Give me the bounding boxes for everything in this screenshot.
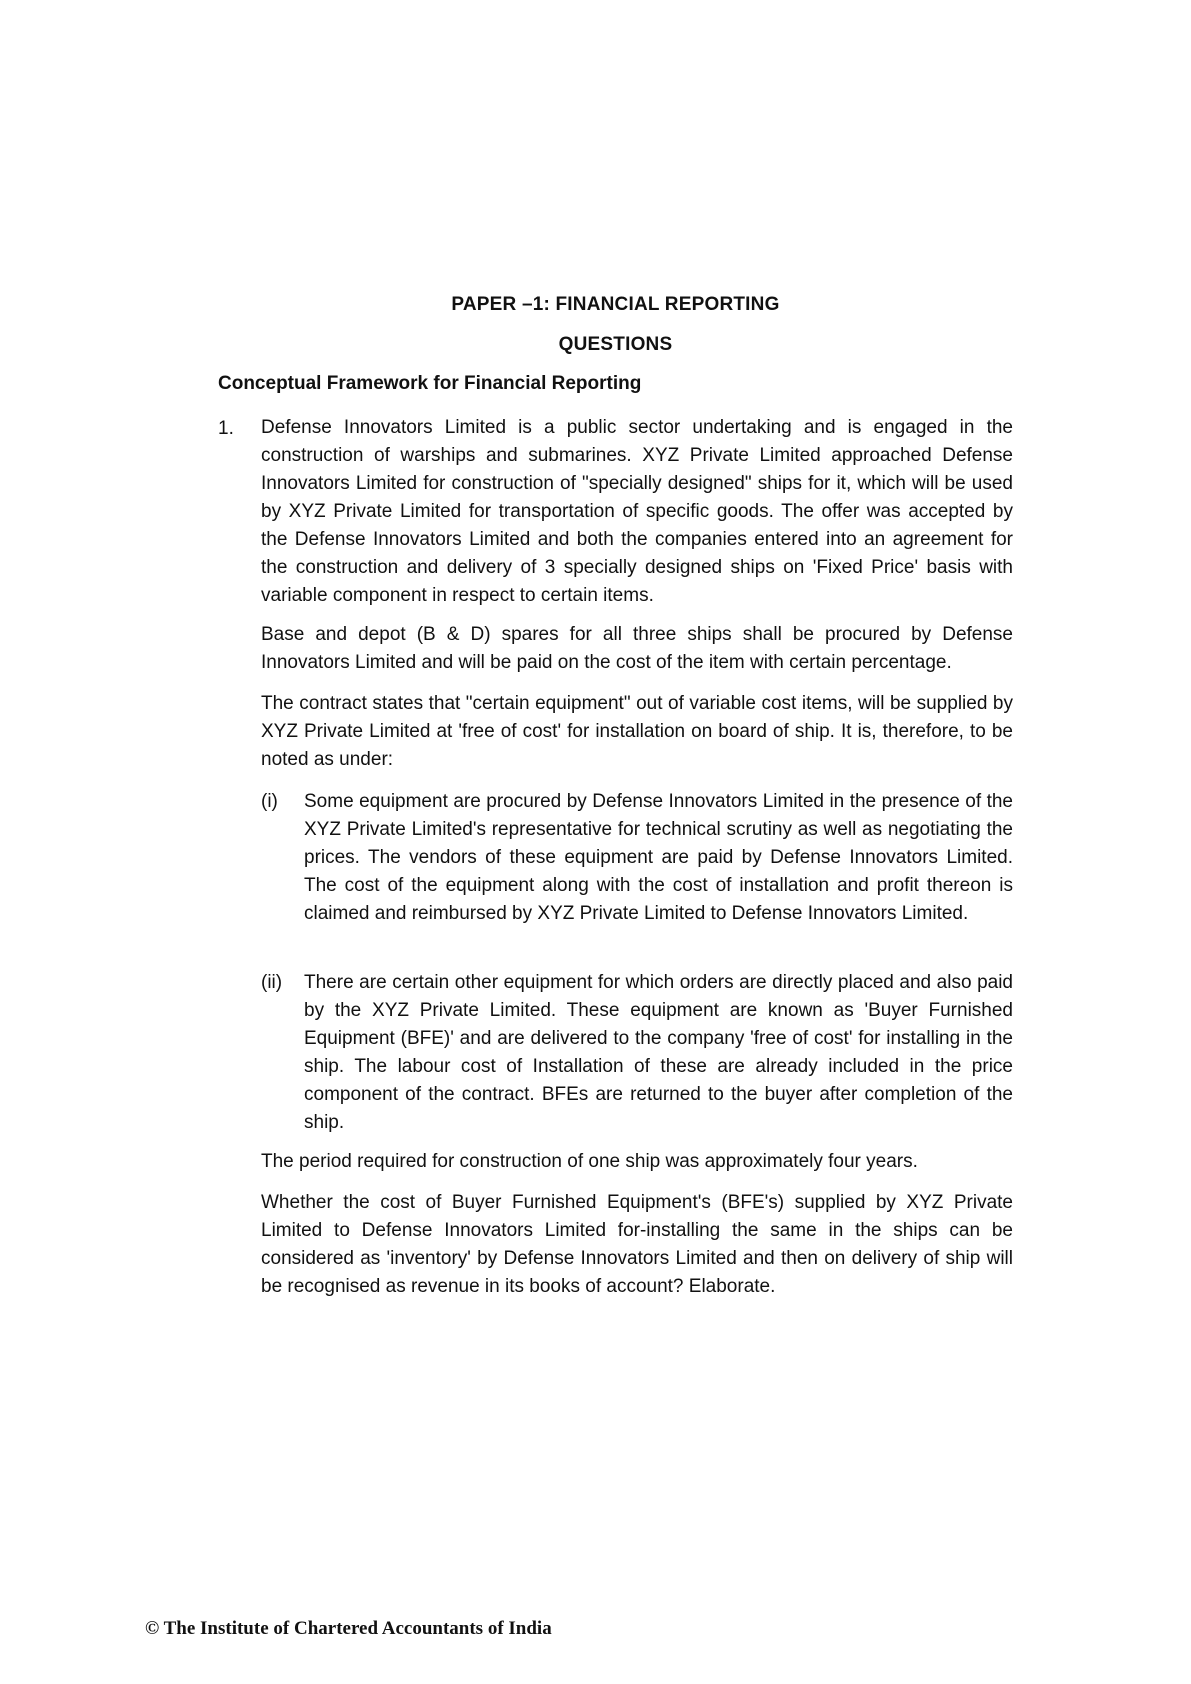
copyright-footer: © The Institute of Chartered Accountants of India — [145, 1618, 552, 1639]
question-paragraph-1: Defense Innovators Limited is a public sector undertaking and is engaged in the construction of warships and submarines. XYZ Private Limited approached Defense Innovators Limited for construction of "specially designed" ships for it, which will be used by XYZ Private Limited for transportation of specific goods. The offer was accepted by the Defense Innovators Limited and both the companies entered into an agreement for the construction and delivery of 3 specially designed ships on 'Fixed Price' basis with variable component in respect to certain items. — [261, 417, 1013, 606]
question-paragraph-2: Base and depot (B & D) spares for all three ships shall be procured by Defense Innovators Limited and will be paid on the cost of the item with certain percentage. — [261, 624, 1013, 673]
question-paragraph-4: The period required for construction of one ship was approximately four years. — [261, 1151, 918, 1172]
list-item-marker: (i) — [261, 791, 278, 812]
question-paragraph-3: The contract states that "certain equipment" out of variable cost items, will be supplied by XYZ Private Limited at 'free of cost' for installation on board of ship. It is, therefore, to be noted as under: — [261, 693, 1013, 770]
question-number: 1. — [218, 418, 234, 439]
list-item-text: There are certain other equipment for which orders are directly placed and also paid by the XYZ Private Limited. These equipment are known as 'Buyer Furnished Equipment (BFE)' and are delivered to the company 'free of cost' for installing in the ship. The labour cost of Installation of these are already included in the price component of the contract. BFEs are returned to the buyer after completion of the ship. — [304, 972, 1013, 1133]
list-item-marker: (ii) — [261, 972, 283, 993]
question-paragraph-5: Whether the cost of Buyer Furnished Equipment's (BFE's) supplied by XYZ Private Limited to Defense Innovators Limited for-installing the same in the ships can be considered as 'inventory' by Defense Innovators Limited and then on delivery of ship will be recognised as revenue in its books of account? Elaborate. — [261, 1192, 1013, 1297]
questions-subtitle: QUESTIONS — [558, 334, 673, 355]
list-item-text: Some equipment are procured by Defense Innovators Limited in the presence of the XYZ Private Limited's representative for technical scrutiny as well as negotiating the prices. The vendors of these equipment are paid by Defense Innovators Limited. The cost of the equipment along with the cost of installation and profit thereon is claimed and reimbursed by XYZ Private Limited to Defense Innovators Limited. — [304, 791, 1013, 924]
section-heading: Conceptual Framework for Financial Reporting — [218, 373, 642, 394]
paper-title: PAPER –1: FINANCIAL REPORTING — [451, 294, 780, 315]
